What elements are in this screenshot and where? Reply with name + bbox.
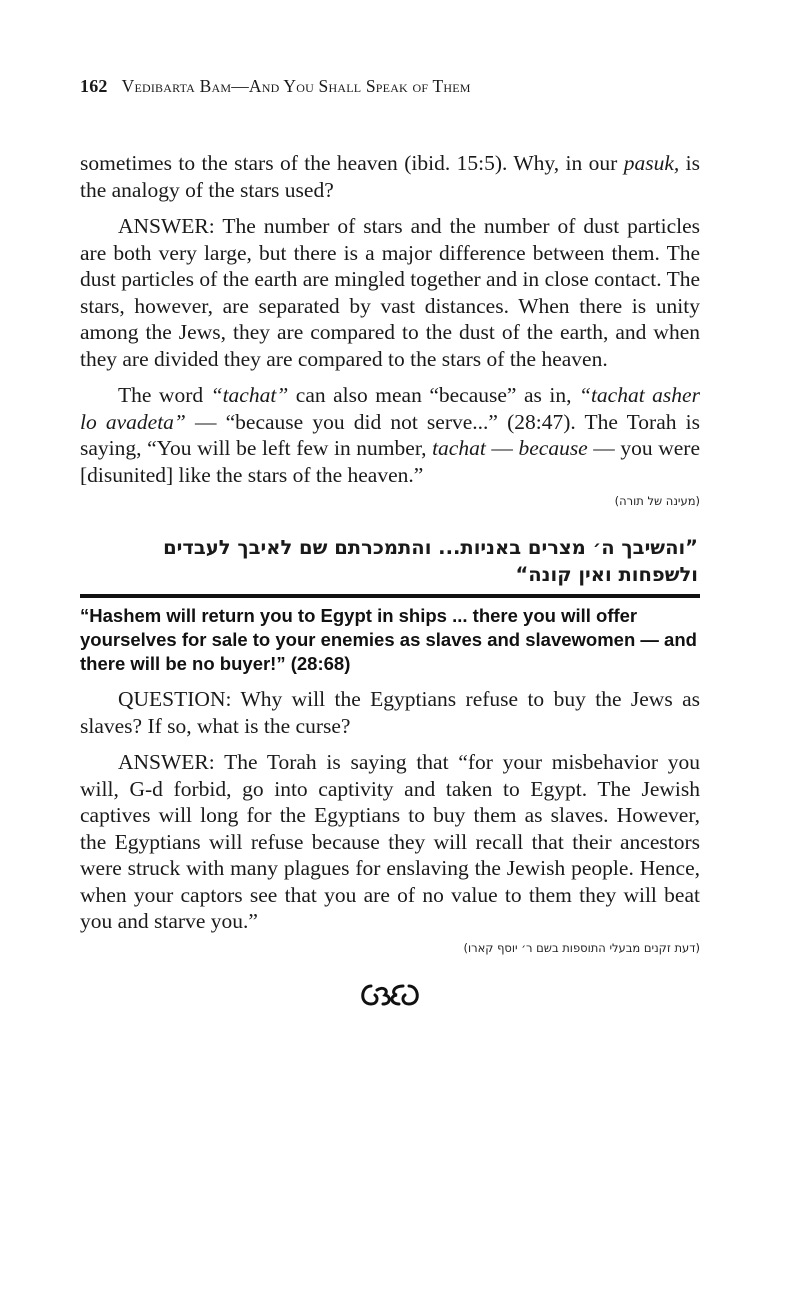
body-text [80, 150, 700, 1016]
tachat-paragraph: The word “tachat” can also mean “because” as in, “tachat asher lo avadeta” — “because you did not serve...” (28:47). The Torah is saying, “You will be left few in number, tachat — because — you were [disunited] like the stars of the heaven.” [80, 383, 700, 487]
running-head-title: Vedibarta Bam—And You Shall Speak of Them [121, 76, 471, 96]
heading-divider [80, 594, 700, 598]
running-head [80, 76, 700, 97]
answer-paragraph-1: ANSWER: The number of stars and the number of dust particles are both very large, but there is a major difference between them. The dust particles of the earth are mingled together and in close contact. The stars, however, are separated by vast distances. When there is unity among the Jews, they are compared to the dust of the earth, and when they are divided they are compared to the stars of the heaven. [80, 214, 700, 371]
hebrew-verse-heading: ”והשיבך ה׳ מצרים באניות... והתמכרתם שם לאיבך לעבדים ולשפחות ואין קונה“ [163, 536, 698, 586]
continuation-paragraph: sometimes to the stars of the heaven (ibid. 15:5). Why, in our pasuk, is the analogy of the stars used? [80, 151, 701, 202]
ornament-flourish-icon [80, 981, 700, 1016]
answer-paragraph-2: ANSWER: The Torah is saying that “for your misbehavior you will, G-d forbid, go into captivity and taken to Egypt. The Jewish captives will long for the Egyptians to buy them as slaves. However, the Egyptians will refuse because they will recall that their ancestors were struck with many plagues for enslaving the Jewish people. Hence, when your captors see that you are of no value to them they will beat you and starve you.” [80, 750, 700, 933]
ornament-flourish-icon-graphic [357, 982, 423, 1008]
source-citation-1: (מעינה של תורה) [614, 494, 700, 508]
source-citation-2: (דעת זקנים מבעלי התוספות בשם ר׳ יוסף קארו) [463, 940, 700, 955]
english-verse-heading: “Hashem will return you to Egypt in ships ... there you will offer yourselves for sale to your enemies as slaves and slavewomen — and there will be no buyer!” (28:68) [80, 605, 697, 674]
page-number: 162 [80, 76, 108, 96]
question-paragraph: QUESTION: Why will the Egyptians refuse to buy the Jews as slaves? If so, what is the curse? [80, 687, 700, 738]
